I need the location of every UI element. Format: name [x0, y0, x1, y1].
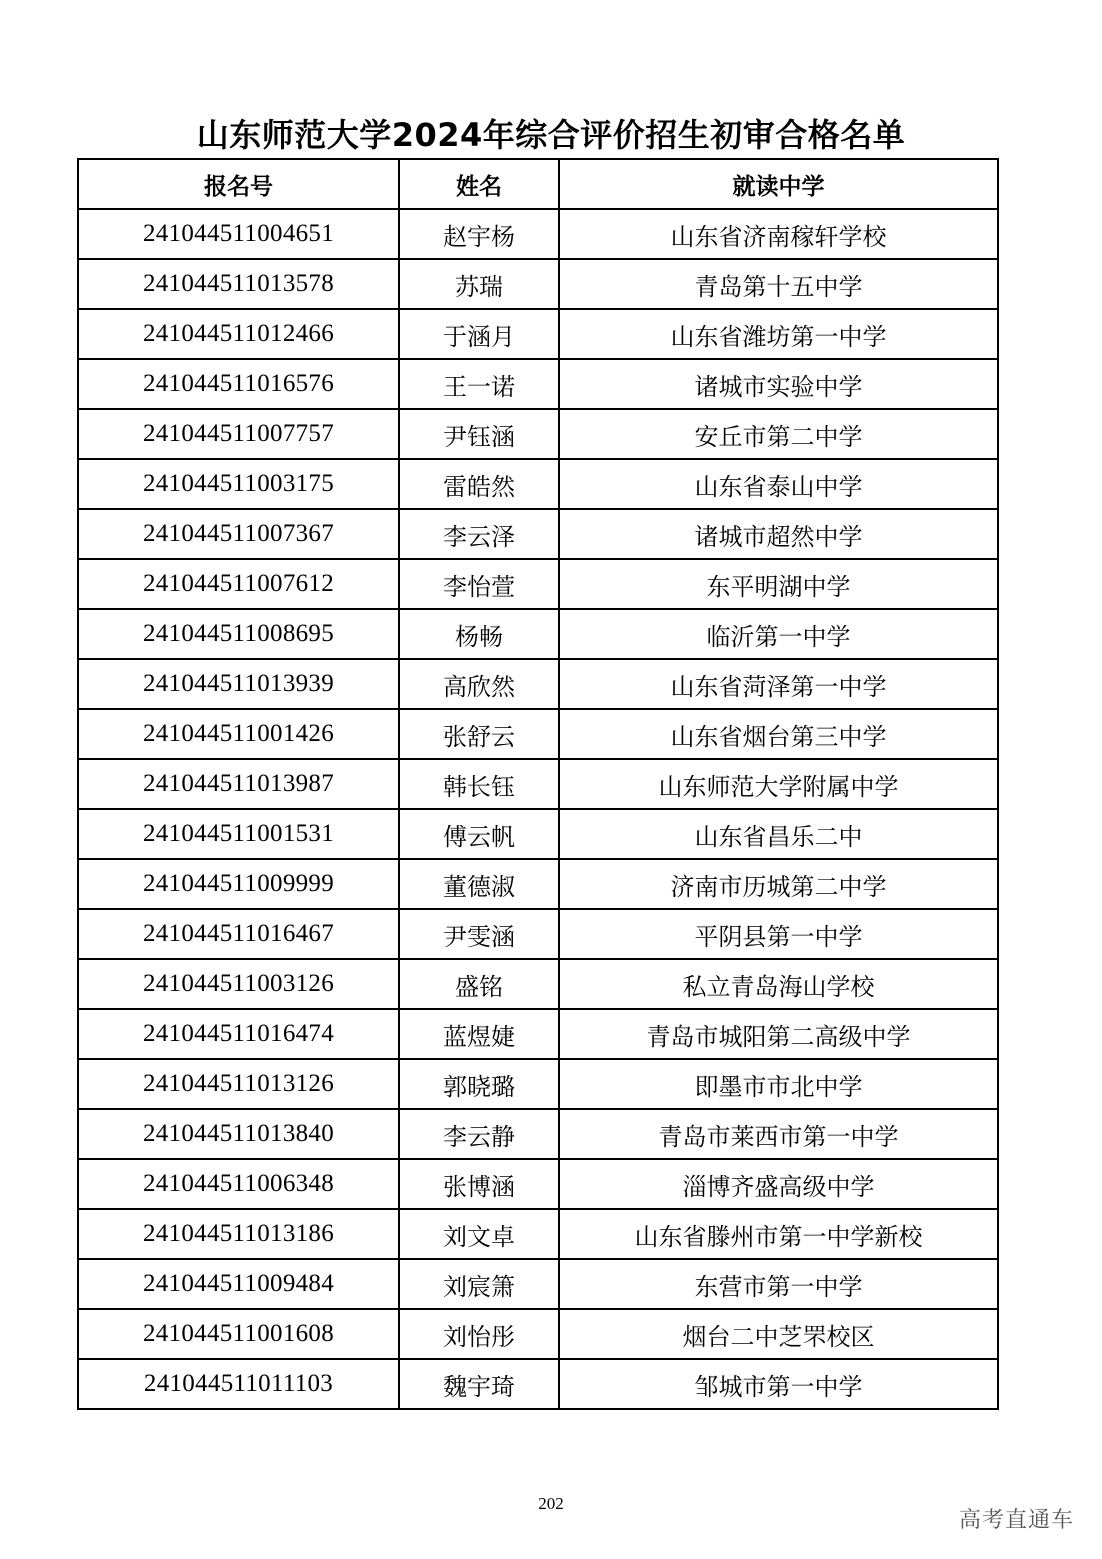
- student-name-cell: 盛铭: [399, 959, 559, 1009]
- student-name-cell: 雷皓然: [399, 459, 559, 509]
- registration-number-cell: 241044511013186: [78, 1209, 399, 1259]
- table-row: [78, 1209, 998, 1259]
- school-cell: 济南市历城第二中学: [559, 859, 998, 909]
- table-row: [78, 609, 998, 659]
- student-name-cell: 李云静: [399, 1109, 559, 1159]
- registration-number-cell: 241044511007367: [78, 509, 399, 559]
- school-cell: 即墨市市北中学: [559, 1059, 998, 1109]
- registration-number-cell: 241044511013987: [78, 759, 399, 809]
- school-cell: 山东省烟台第三中学: [559, 709, 998, 759]
- school-cell: 临沂第一中学: [559, 609, 998, 659]
- student-name-cell: 尹钰涵: [399, 409, 559, 459]
- registration-number-cell: 241044511009484: [78, 1259, 399, 1309]
- student-name-cell: 韩长钰: [399, 759, 559, 809]
- table-row: [78, 459, 998, 509]
- table-row: [78, 1159, 998, 1209]
- registration-number-cell: 241044511006348: [78, 1159, 399, 1209]
- student-name-cell: 尹雯涵: [399, 909, 559, 959]
- page-title: 山东师范大学2024年综合评价招生初审合格名单: [196, 116, 906, 154]
- student-name-cell: 刘文卓: [399, 1209, 559, 1259]
- table-row: [78, 509, 998, 559]
- student-name-cell: 张博涵: [399, 1159, 559, 1209]
- registration-number-cell: 241044511004651: [78, 209, 399, 259]
- student-name-cell: 蓝煜婕: [399, 1009, 559, 1059]
- school-cell: 平阴县第一中学: [559, 909, 998, 959]
- table-row: [78, 1309, 998, 1359]
- student-name-cell: 于涵月: [399, 309, 559, 359]
- student-name-cell: 赵宇杨: [399, 209, 559, 259]
- school-cell: 山东省泰山中学: [559, 459, 998, 509]
- school-cell: 山东省菏泽第一中学: [559, 659, 998, 709]
- student-name-cell: 李云泽: [399, 509, 559, 559]
- table-row: [78, 559, 998, 609]
- table-row: [78, 809, 998, 859]
- school-cell: 安丘市第二中学: [559, 409, 998, 459]
- table-row: [78, 1109, 998, 1159]
- school-cell: 邹城市第一中学: [559, 1359, 998, 1409]
- table-row: [78, 359, 998, 409]
- table-row: [78, 659, 998, 709]
- student-name-cell: 张舒云: [399, 709, 559, 759]
- table-row: [78, 259, 998, 309]
- registration-number-cell: 241044511003126: [78, 959, 399, 1009]
- table-row: [78, 709, 998, 759]
- registration-number-cell: 241044511007612: [78, 559, 399, 609]
- page-number: 202: [538, 1494, 564, 1513]
- school-cell: 诸城市超然中学: [559, 509, 998, 559]
- registration-number-cell: 241044511001531: [78, 809, 399, 859]
- school-cell: 青岛市城阳第二高级中学: [559, 1009, 998, 1059]
- registration-number-cell: 241044511012466: [78, 309, 399, 359]
- student-name-cell: 董德淑: [399, 859, 559, 909]
- column-header-name: 姓名: [399, 159, 559, 209]
- table-row: [78, 909, 998, 959]
- student-name-cell: 刘宸箫: [399, 1259, 559, 1309]
- registration-number-cell: 241044511016576: [78, 359, 399, 409]
- school-cell: 山东省济南稼轩学校: [559, 209, 998, 259]
- school-cell: 东平明湖中学: [559, 559, 998, 609]
- student-name-cell: 高欣然: [399, 659, 559, 709]
- registration-number-cell: 241044511016474: [78, 1009, 399, 1059]
- watermark: 高考直通车: [958, 1508, 1074, 1533]
- table-row: [78, 309, 998, 359]
- school-cell: 诸城市实验中学: [559, 359, 998, 409]
- school-cell: 青岛第十五中学: [559, 259, 998, 309]
- registration-number-cell: 241044511001608: [78, 1309, 399, 1359]
- school-cell: 山东省滕州市第一中学新校: [559, 1209, 998, 1259]
- student-name-cell: 刘怡彤: [399, 1309, 559, 1359]
- school-cell: 青岛市莱西市第一中学: [559, 1109, 998, 1159]
- registration-number-cell: 241044511008695: [78, 609, 399, 659]
- registration-number-cell: 241044511007757: [78, 409, 399, 459]
- student-name-cell: 魏宇琦: [399, 1359, 559, 1409]
- table-row: [78, 1059, 998, 1109]
- registration-number-cell: 241044511016467: [78, 909, 399, 959]
- table-row: [78, 859, 998, 909]
- student-name-cell: 苏瑞: [399, 259, 559, 309]
- table-row: [78, 759, 998, 809]
- school-cell: 私立青岛海山学校: [559, 959, 998, 1009]
- table-row: [78, 409, 998, 459]
- registration-number-cell: 241044511003175: [78, 459, 399, 509]
- table-header-row: [78, 159, 998, 209]
- table-row: [78, 1359, 998, 1409]
- school-cell: 淄博齐盛高级中学: [559, 1159, 998, 1209]
- registration-number-cell: 241044511013126: [78, 1059, 399, 1109]
- applicant-table: [77, 158, 999, 1410]
- column-header-registration-number: 报名号: [78, 159, 399, 209]
- registration-number-cell: 241044511013939: [78, 659, 399, 709]
- school-cell: 山东省潍坊第一中学: [559, 309, 998, 359]
- table-row: [78, 209, 998, 259]
- school-cell: 烟台二中芝罘校区: [559, 1309, 998, 1359]
- school-cell: 山东师范大学附属中学: [559, 759, 998, 809]
- registration-number-cell: 241044511013578: [78, 259, 399, 309]
- student-name-cell: 李怡萱: [399, 559, 559, 609]
- school-cell: 山东省昌乐二中: [559, 809, 998, 859]
- student-name-cell: 王一诺: [399, 359, 559, 409]
- registration-number-cell: 241044511013840: [78, 1109, 399, 1159]
- school-cell: 东营市第一中学: [559, 1259, 998, 1309]
- registration-number-cell: 241044511011103: [78, 1359, 399, 1409]
- student-name-cell: 杨畅: [399, 609, 559, 659]
- student-name-cell: 郭晓璐: [399, 1059, 559, 1109]
- table-row: [78, 1259, 998, 1309]
- table-row: [78, 1009, 998, 1059]
- registration-number-cell: 241044511009999: [78, 859, 399, 909]
- table-row: [78, 959, 998, 1009]
- registration-number-cell: 241044511001426: [78, 709, 399, 759]
- student-name-cell: 傅云帆: [399, 809, 559, 859]
- column-header-school: 就读中学: [559, 159, 998, 209]
